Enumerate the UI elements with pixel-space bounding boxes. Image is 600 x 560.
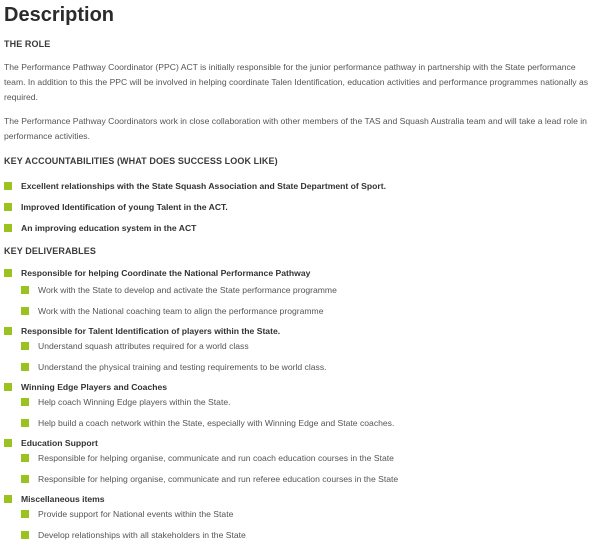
deliverable-item-text: Help coach Winning Edge players within the State.	[38, 397, 231, 407]
deliverable-item-text: Understand squash attributes required for a world class	[38, 341, 249, 351]
deliverable-item-text: Work with the National coaching team to align the performance programme	[38, 306, 324, 316]
bullet-square-icon	[21, 475, 29, 483]
bullet-square-icon	[21, 454, 29, 462]
bullet-square-icon	[4, 495, 12, 503]
list-item	[4, 340, 596, 352]
list-item	[4, 417, 596, 429]
bullet-square-icon	[21, 398, 29, 406]
accountabilities-list	[4, 180, 596, 234]
deliverable-group-label: Winning Edge Players and Coaches	[21, 382, 168, 392]
page-title: Description	[4, 4, 115, 26]
accountability-text: Excellent relationships with the State Squash Association and State Department of Sport.	[21, 181, 386, 191]
list-item	[4, 201, 596, 213]
list-item	[4, 180, 596, 192]
deliverable-item-text: Help build a coach network within the State, especially with Winning Edge and State coaches.	[38, 418, 395, 428]
deliverable-group-label: Responsible for helping Coordinate the National Performance Pathway	[21, 268, 311, 278]
list-item	[4, 396, 596, 408]
list-item	[4, 361, 596, 373]
list-item	[4, 222, 596, 234]
bullet-square-icon	[4, 327, 12, 335]
deliverables-list	[4, 267, 596, 541]
deliverable-item-text: Responsible for helping organise, communicate and run referee education courses in the State	[38, 474, 399, 484]
bullet-square-icon	[21, 510, 29, 518]
deliverables-heading: KEY DELIVERABLES	[4, 246, 96, 256]
accountabilities-heading: KEY ACCOUNTABILITIES (WHAT DOES SUCCESS LOOK LIKE)	[4, 156, 278, 166]
bullet-square-icon	[21, 363, 29, 371]
deliverable-item-text: Work with the State to develop and activate the State performance programme	[38, 285, 337, 295]
deliverable-item-text: Provide support for National events within the State	[38, 509, 234, 519]
deliverable-group-label: Education Support	[21, 438, 98, 448]
bullet-square-icon	[21, 342, 29, 350]
deliverable-group	[4, 437, 596, 449]
accountability-text: Improved Identification of young Talent in the ACT.	[21, 202, 228, 212]
bullet-square-icon	[21, 531, 29, 539]
role-paragraph-1: The Performance Pathway Coordinator (PPC) ACT is initially responsible for the junior performance pathway in partnership with the State performance team. In addition to this the PPC will be involved in helping coordinate Talen Identification, education activities and performance programmes nationally as required.	[4, 62, 589, 102]
deliverable-group	[4, 381, 596, 393]
description-section	[0, 3, 600, 541]
deliverable-group	[4, 493, 596, 505]
bullet-square-icon	[4, 269, 12, 277]
list-item	[4, 452, 596, 464]
deliverable-group-label: Miscellaneous items	[21, 494, 105, 504]
accountability-text: An improving education system in the ACT	[21, 223, 197, 233]
list-item	[4, 508, 596, 520]
list-item	[4, 529, 596, 541]
deliverable-group	[4, 325, 596, 337]
deliverable-item-text: Develop relationships with all stakeholders in the State	[38, 530, 246, 540]
bullet-square-icon	[21, 286, 29, 294]
list-item	[4, 305, 596, 317]
bullet-square-icon	[4, 203, 12, 211]
bullet-square-icon	[21, 419, 29, 427]
deliverable-item-text: Responsible for helping organise, communicate and run coach education courses in the State	[38, 453, 394, 463]
deliverable-group-label: Responsible for Talent Identification of players within the State.	[21, 326, 281, 336]
role-heading: THE ROLE	[4, 39, 51, 49]
bullet-square-icon	[4, 439, 12, 447]
bullet-square-icon	[4, 182, 12, 190]
bullet-square-icon	[21, 307, 29, 315]
list-item	[4, 473, 596, 485]
deliverable-item-text: Understand the physical training and testing requirements to be world class.	[38, 362, 327, 372]
role-paragraph-2: The Performance Pathway Coordinators work in close collaboration with other members of the TAS and Squash Australia team and will take a lead role in performance activities.	[4, 116, 587, 141]
deliverable-group	[4, 267, 596, 279]
list-item	[4, 284, 596, 296]
bullet-square-icon	[4, 383, 12, 391]
bullet-square-icon	[4, 224, 12, 232]
